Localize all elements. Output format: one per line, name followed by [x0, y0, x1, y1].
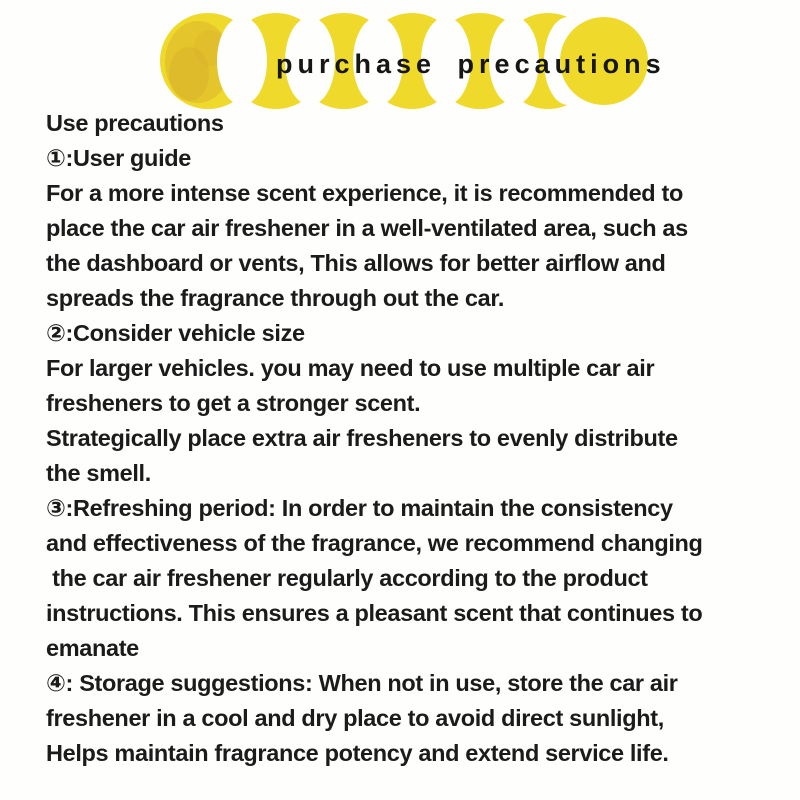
- text-line: freshener in a cool and dry place to avoid direct sunlight,: [46, 705, 664, 731]
- text-line: place the car air freshener in a well-ventilated area, such as: [46, 215, 688, 241]
- text-line: emanate: [46, 635, 139, 661]
- text-line: the car air freshener regularly according to the product: [46, 565, 648, 591]
- text-line: For larger vehicles. you may need to use multiple car air: [46, 355, 655, 381]
- text-line-use-precautions: Use precautions: [46, 110, 224, 136]
- text-line: Strategically place extra air fresheners to evenly distribute: [46, 425, 678, 451]
- text-line: the dashboard or vents, This allows for better airflow and: [46, 250, 666, 276]
- precautions-text-block: [46, 106, 800, 771]
- text-line: Helps maintain fragrance potency and extend service life.: [46, 740, 669, 766]
- text-line: the smell.: [46, 460, 151, 486]
- text-line-storage-suggestions: ④: Storage suggestions: When not in use, store the car air: [46, 670, 678, 696]
- text-line: spreads the fragrance through out the car.: [46, 285, 505, 311]
- text-line: For a more intense scent experience, it is recommended to: [46, 180, 683, 206]
- text-line: and effectiveness of the fragrance, we recommend changing: [46, 530, 703, 556]
- text-line-vehicle-size: ②:Consider vehicle size: [46, 320, 305, 346]
- text-line: instructions. This ensures a pleasant scent that continues to: [46, 600, 703, 626]
- text-line-refreshing-period: ③:Refreshing period: In order to maintain the consistency: [46, 495, 673, 521]
- text-line-user-guide: ①:User guide: [46, 145, 191, 171]
- banner-title: purchase precautions: [276, 49, 666, 79]
- text-line: fresheners to get a stronger scent.: [46, 390, 421, 416]
